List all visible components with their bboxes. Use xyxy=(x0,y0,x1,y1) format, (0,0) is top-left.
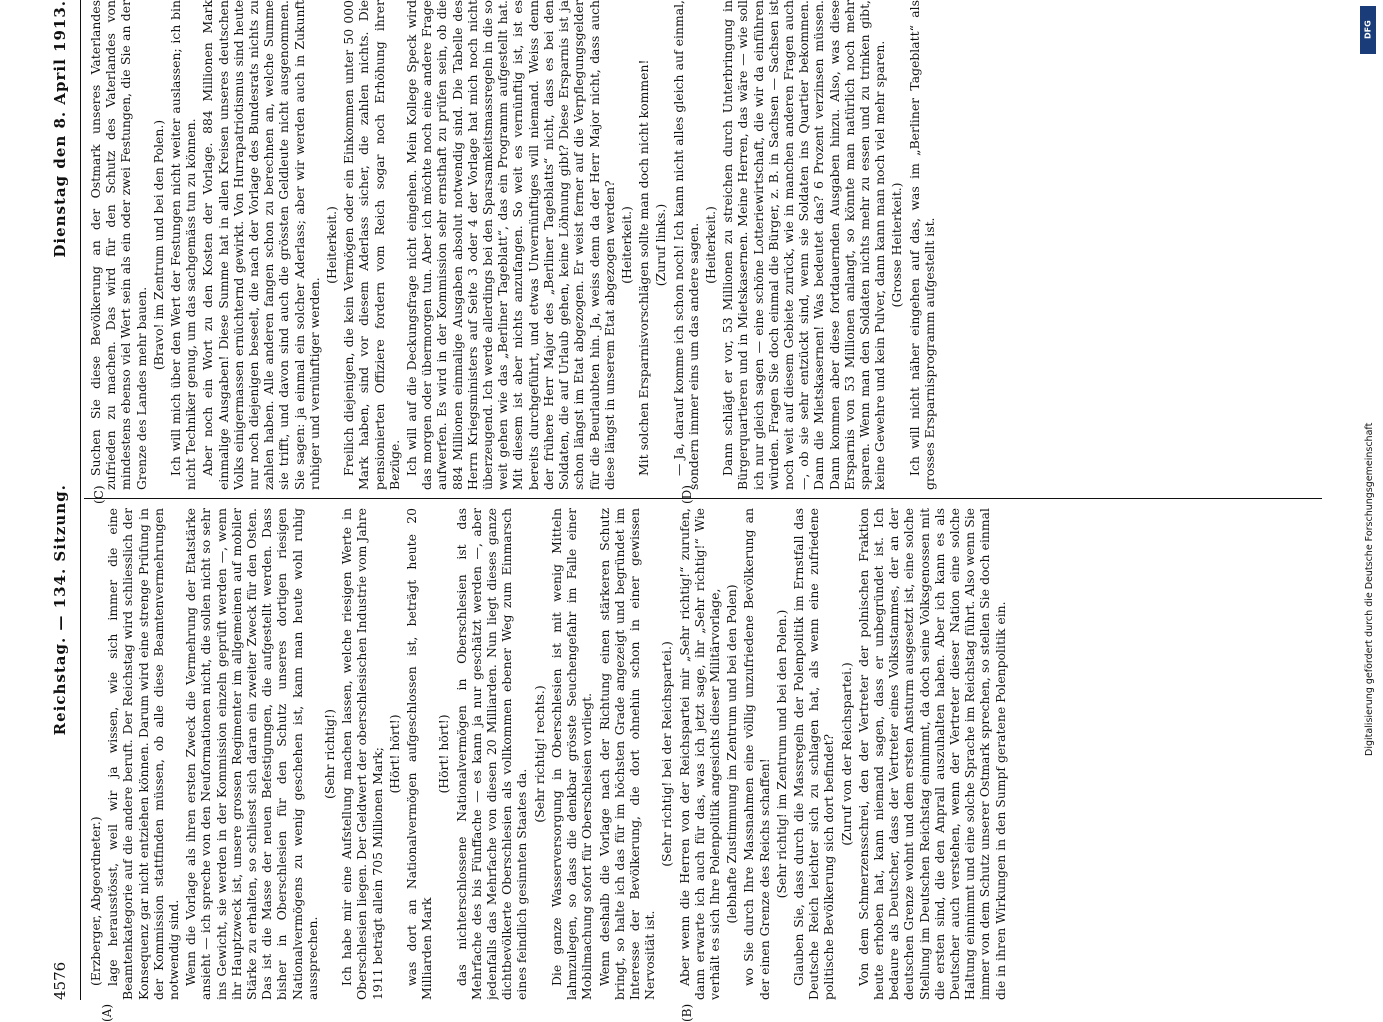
left-column-paragraph: Aber wenn die Herren von der Reichspartei mir „Sehr richtig!“ zurufen, dann erwarte ich auch für das, was ich jetzt sage, ihr „Sehr richtig!“ Wie verhält es sich Ihre Polenpolitik angesichts dieser Militärvorlage, xyxy=(676,508,722,1000)
page-header xyxy=(40,0,81,1000)
right-column-paragraph: Suchen Sie diese Bevölkerung an der Ostmark unseres Vaterlandes zufrieden zu machen. Das wird für den Schutz des Vaterlandes von mindestens ebenso viel Wert sein als ein oder zwei Festungen, die Sie an der Grenze des Landes mehr bauen. xyxy=(88,0,149,490)
page-number: 4576 xyxy=(51,961,69,1000)
digitization-credit: Digitalisierung gefördert durch die Deutsche Forschungsgemeinschaft xyxy=(1364,422,1375,756)
right-column-paragraph: Freilich diejenigen, die kein Vermögen oder ein Einkommen unter 50 000 Mark haben, sind vor diesem Aderlass sicher, die zahlen nichts. Die pensionierten Offiziere fordern vom Reich sogar noch Erhöhung ihrer Bezüge. xyxy=(341,0,402,490)
right-column-paragraph: — Ja, darauf komme ich schon noch! Ich kann nicht alles gleich auf einmal, sondern immer eins um das andere sagen. xyxy=(670,0,701,490)
left-column-paragraph: (Erzberger, Abgeordneter.) xyxy=(88,816,103,986)
left-column-paragraph: lage herausstösst, weil wir ja wissen, wie sich immer die eine Beamtenkategorie auf die andere beruft. Der Reichstag wird schliesslich der Konsequenz gar nicht entziehen können. Darum wird eine strenge Prüfung in der Kommission stattfinden müssen, ob alle diese Beamtenvermehrungen notwendig sind. xyxy=(105,508,182,1000)
right-column-paragraph: Dann schlägt er vor, 53 Millionen zu streichen durch Unterbringung in Bürgerquartieren und in Mietskasernen. Meine Herren, das wäre — wie soll ich nur gleich sagen — eine schöne Lotteriewirtschaft, die wir da einführen würden. Fragen Sie doch einmal die Bürger, z. B. in Sachsen — Sachsen ist noch weit auf diesem Gebiete zurück, wie in manchen anderen Fragen auch —, ob sie sehr entzückt sind, wenn sie Soldaten ins Quartier bekommen. Dann die Mietskasernen! Was bedeutet das? 6 Prozent verzinsen müssen. Dann kommen aber diese fortdauernden Ausgaben hinzu. Also, was diese Ersparnis von 53 Millionen anlangt, so könnte man natürlich noch mehr sparen. Wenn man den Soldaten nichts mehr zu essen und zu trinken gibt, keine Gewehre und kein Pulver, dann kann man noch viel mehr sparen. xyxy=(720,0,888,490)
left-column-paragraph: das nichterschlossene Nationalvermögen in Oberschlesien ist das Mehrfache des bis Fünffache — es kann ja nur geschätzt werden —, aber jedenfalls das Mehrfache von diesen 20 Milliarden. Nun liegt dieses ganze dichtbevölkerte Oberschlesien als vollkommen ebener Weg zum Einmarsch eines feindlich gesinnten Staates da. xyxy=(453,508,530,1000)
left-column xyxy=(88,508,1322,1000)
right-column-paragraph: (Bravo! im Zentrum und bei den Polen.) xyxy=(150,119,166,371)
left-column-paragraph: (Zuruf von der Reichspartei.) xyxy=(838,662,854,846)
left-column-paragraph: (Hört! hört!) xyxy=(436,714,452,794)
left-column-paragraph: wo Sie durch Ihre Massnahmen eine völlig unzufriedene Bevölkerung an der einen Grenze des Reichs schaffen! xyxy=(741,508,772,1000)
right-column-paragraph: Ich will nicht näher eingehen auf das, was im „Berliner Tageblatt“ als grosses Ersparnisprogramm aufgestellt ist. xyxy=(906,0,937,490)
margin-mark-d: (D) xyxy=(680,485,694,504)
left-column-paragraph: Wenn die Vorlage als ihren ersten Zweck die Vermehrung der Etatstärke ansieht — ich spreche von den Neuformationen nicht, die sollen nicht so sehr ins Gewicht, sie werden in der Kommission einzeln geprüft werden —, wenn ihr Hauptzweck ist, unsere grossen Regimenter im allgemeinen auf mobiler Stärke zu erhalten, so schliesst sich daran ein zweiter Zweck für den Osten. Das ist die Masse der neuen Befestigungen, die aufgestellt werden. Dass bisher in Oberschlesien für den Schutz unseres dortigen riesigen Nationalvermögens zu wenig geschehen ist, kann man heute wohl ruhig aussprechen. xyxy=(183,508,320,1000)
right-column-paragraph: Ich will mich über den Wert der Festungen nicht weiter auslassen; ich bin nicht Techniker genug, um das sachgemäss tun zu können. xyxy=(168,0,199,490)
margin-mark-b: (B) xyxy=(680,1003,694,1022)
left-column-paragraph: (Sehr richtig!) xyxy=(322,709,338,799)
left-column-paragraph: Wenn deshalb die Vorlage nach der Richtung einen stärkeren Schutz bringt, so halte ich das für im höchsten Grade angezeigt und begründet im Interesse der Bevölkerung, die dort ohnehin schon in einer gewissen Nervosität ist. xyxy=(596,508,658,1000)
left-column-paragraph: (Sehr richtig! rechts.) xyxy=(531,685,547,823)
right-column xyxy=(88,0,1322,490)
left-column-paragraph: Die ganze Wasserversorgung in Oberschlesien ist mit wenig Mitteln lahmzulegen, so dass die denkbar grösste Seuchengefahr im Falle einer Mobilmachung sofort für Oberschlesien vorliegt. xyxy=(548,508,595,1000)
right-column-paragraph: (Zuruf links.) xyxy=(653,203,669,287)
right-column-paragraph: Ich will auf die Deckungsfrage nicht eingehen. Mein Kollege Speck wird das morgen oder übermorgen tun. Aber ich möchte noch eine andere Frage aufwerfen. Es wird in der Kommission sehr ernsthaft zu prüfen sein, ob die 884 Millionen einmalige Ausgaben absolut notwendig sind. Die Tabelle des Herrn Kriegsministers auf Seite 3 oder 4 der Vorlage hat mich noch nicht überzeugend. Ich werde allerdings bei den Sparsamkeitsmassregeln in die so weit gehen wie das „Berliner Tageblatt“, das ein Programm aufgestellt hat. Mit diesem ist aber nichts anzufangen. So weit es vernünftig ist, ist es bereits durchgeführt, und etwas Unvernünftiges will niemand. Weiss denn der frühere Herr Major des „Berliner Tageblatts“ nicht, dass es bei den Soldaten, die auf Urlaub gehen, keine Löhnung gibt? Diese Ersparnis ist ja schon längst im Etat abgezogen. Er weist ferner auf die Verpflegungsgelder für die Beurlaubten hin. Ja, weiss denn da der Herr Major nicht, dass auch diese längst in unserem Etat abgezogen werden? xyxy=(404,0,617,490)
margin-mark-c: (C) xyxy=(92,485,106,504)
column-divider xyxy=(84,498,1322,499)
left-column-paragraph: Ich habe mir eine Aufstellung machen lassen, welche riesigen Werte in Oberschlesien liegen. Der Geldwert der oberschlesischen Industrie vom Jahre 1911 beträgt allein 705 Millionen Mark; xyxy=(339,508,385,1000)
left-column-paragraph: (Sehr richtig! bei der Reichspartei.) xyxy=(659,641,675,867)
right-column-paragraph: (Heiterkeit.) xyxy=(618,206,634,284)
session-date: Dienstag den 8. April 1913. xyxy=(51,0,69,258)
right-column-paragraph: (Grosse Heiterkeit.) xyxy=(889,182,905,308)
left-column-paragraph: (lebhafte Zustimmung im Zentrum und bei den Polen) xyxy=(724,584,740,924)
publication-title: Reichstag. — 134. Sitzung. xyxy=(51,484,69,736)
right-column-paragraph: (Heiterkeit.) xyxy=(324,206,340,284)
dfg-logo: DFG xyxy=(1360,6,1376,54)
right-column-paragraph: Mit solchen Ersparnisvorschlägen sollte man doch nicht kommen! xyxy=(636,59,652,476)
left-column-paragraph: Glauben Sie, dass durch die Massregeln der Polenpolitik im Ernstfall das Deutsche Reich leichter sich zu schlagen hat, als wenn eine zufriedene politische Bevölkerung sich dort befindet? xyxy=(790,508,837,1000)
left-column-paragraph: Von dem Schmerzensschrei, den der Vertreter der polnischen Fraktion heute erhoben hat, kann niemand sagen, dass er unbegründet ist. Ich bedaure als Deutscher, dass der Vertreter eines Volksstammes, der an der deutschen Grenze wohnt und dem ersten Ansturm ausgesetzt ist, eine solche Stellung im Deutschen Reichstag einnimmt, da doch seine Volksgenossen mit die ersten sind, die den Anprall auszuhalten haben. Aber ich kann es als Deutscher auch verstehen, wenn der Vertreter dieser Nation eine solche Haltung einnimmt und eine solche Sprache im Reichstag führt. Also wenn Sie immer von dem Schutz unserer Ostmark sprechen, so stellen Sie doch einmal die in ihren Wirkungen in den Sumpf geratene Polenpolitik ein. xyxy=(855,508,1008,1000)
right-column-paragraph: Aber noch ein Wort zu den Kosten der Vorlage. 884 Millionen Mark einmalige Ausgaben! Diese Summe hat in allen Kreisen unseres deutschen Volks einigermassen ernüchternd gewirkt. Von Hurrapatriotismus sind heute nur noch diejenigen beseelt, die nach der Vorlage des Bundesrats nichts zu zahlen haben. Alle anderen fangen schon zu berechnen an, welche Summe sie trifft, und davon sind auch die grössten Geldleute nicht ausgenommen. Sie sagen: ja einmal ein solcher Aderlass; aber wir werden auch in Zukunft ruhiger und vernünftiger werden. xyxy=(200,0,322,490)
left-column-paragraph: (Sehr richtig! im Zentrum und bei den Polen.) xyxy=(773,609,789,899)
rotated-page-content xyxy=(40,0,1330,1022)
right-column-paragraph: (Heiterkeit.) xyxy=(702,206,718,284)
left-column-paragraph: (Hört! hört!) xyxy=(386,714,402,794)
left-column-paragraph: was dort an Nationalvermögen aufgeschlossen ist, beträgt heute 20 Milliarden Mark xyxy=(404,508,435,1000)
margin-mark-a: (A) xyxy=(100,1003,114,1022)
